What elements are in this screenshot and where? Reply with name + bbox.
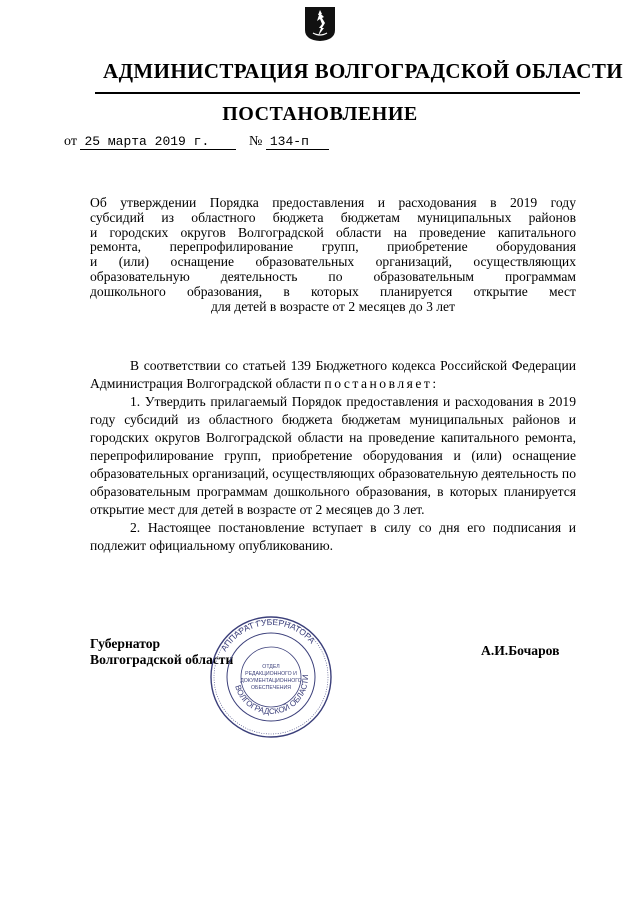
subject-line: для детей в возрасте от 2 месяцев до 3 лет <box>210 298 456 314</box>
subject-line: образовательную деятельность по образовательным программам <box>90 268 576 284</box>
document-type-title: ПОСТАНОВЛЕНИЕ <box>222 103 418 125</box>
document-body <box>90 357 576 555</box>
document-date: 25 марта 2019 г. <box>80 135 236 150</box>
subject-line: и городских округов Волгоградской области на проведение капитального <box>90 224 576 240</box>
subject-line: и (или) оснащение образовательных организаций, осуществляющих <box>90 254 576 270</box>
stamp-center-line: РЕДАКЦИОННОГО И <box>245 671 297 677</box>
from-label: от <box>64 134 77 149</box>
document-subject <box>90 196 576 314</box>
item-2-paragraph: 2. Настоящее постановление вступает в силу со дня его подписания и подлежит официальному опубликованию. <box>90 520 576 553</box>
stamp-outer-ring-text: АППАРАТ ГУБЕРНАТОРА <box>218 616 318 653</box>
intro-paragraph <box>90 357 576 393</box>
number-field <box>249 134 329 150</box>
header-divider <box>95 92 580 94</box>
subject-line: дошкольного образования, в которых планируется открытие мест <box>90 283 576 299</box>
date-field <box>64 134 236 150</box>
signatory-name: А.И.Бочаров <box>481 643 560 658</box>
subject-line: Об утверждении Порядка предоставления и расходования в 2019 году <box>90 195 576 210</box>
position-line-1: Губернатор <box>90 636 161 651</box>
item-1-paragraph: 1. Утвердить прилагаемый Порядок предоставления и расходования в 2019 году субсидий из областного бюджета бюджетам муниципальных районов и городских округов Волгоградской области на проведение капитального ремонта, перепрофилирование групп, приобретение оборудования и (или) оснащение образовательных организаций, осуществляющих образовательную деятельность по образовательным программам дошкольного образования, в которых планируется открытие мест для детей в возрасте от 2 месяцев до 3 лет. <box>90 394 576 517</box>
document-number: 134-п <box>266 135 329 150</box>
official-stamp <box>208 614 334 740</box>
subject-line: субсидий из областного бюджета бюджетам муниципальных районов <box>90 209 576 225</box>
number-label: № <box>249 134 263 149</box>
stamp-inner-ring-text: ВОЛГОГРАДСКОЙ ОБЛАСТИ <box>233 674 311 717</box>
coat-of-arms-icon <box>304 6 336 42</box>
stamp-center-line: ОТДЕЛ <box>262 664 280 670</box>
decree-word: постановляет: <box>324 376 439 391</box>
intro-text: В соответствии со статьей 139 Бюджетного кодекса Российской Федерации Администрация Волгоградской области <box>90 358 576 391</box>
position-line-2: Волгоградской области <box>90 652 234 667</box>
stamp-center-line: ДОКУМЕНТАЦИОННОГО <box>240 678 302 684</box>
subject-line: ремонта, перепрофилирование групп, приобретение оборудования <box>90 239 576 255</box>
stamp-center-line: ОБЕСПЕЧЕНИЯ <box>251 685 291 691</box>
